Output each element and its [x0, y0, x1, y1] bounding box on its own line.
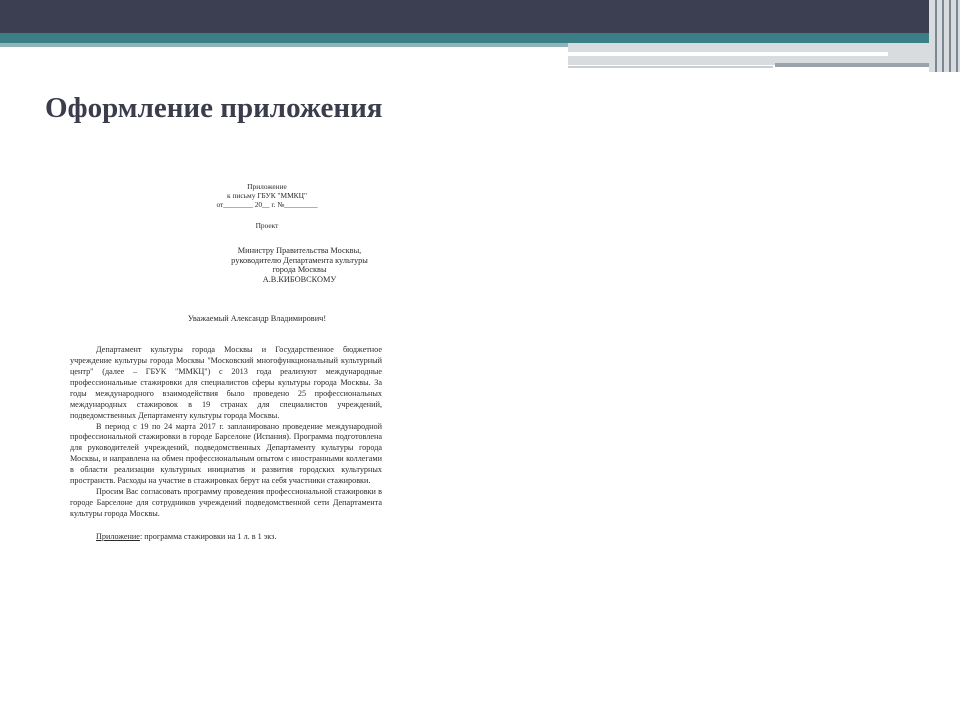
- addressee-line: А.В.КИБОВСКОМУ: [262, 274, 337, 284]
- letter-paragraph: В период с 19 по 24 марта 2017 г. запланировано проведение международной профессиональной стажировки в городе Барселоне (Испания). Программа подготовлена для руководителей учреждений, подведомственных Департаменту культуры города Москвы, и направлена на обмен профессиональным опытом с иностранными коллегами в области реализации культурных инициатив и развития городских культурных пространств. Расходы на участие в стажировках берут на себя участники стажировки.: [70, 421, 382, 486]
- attachment-header-line: от________ 20__ г. №_________: [216, 200, 318, 209]
- attachment-header-line: Приложение: [247, 182, 287, 191]
- header-right-edge: [929, 0, 960, 72]
- letter-body: [70, 345, 382, 520]
- attachment-header-line: к письму ГБУК "ММКЦ": [227, 191, 307, 200]
- attachment-text: : программа стажировки на 1 л. в 1 экз.: [139, 531, 277, 541]
- header-right-line: [775, 63, 945, 67]
- header-right-line: [568, 52, 888, 56]
- addressee-line: города Москвы: [272, 265, 327, 275]
- addressee-line: Министру Правительства Москвы,: [237, 245, 362, 255]
- addressee-line: руководителю Департамента культуры: [231, 255, 368, 265]
- addressee-block: [212, 246, 387, 284]
- header-teal-band: [0, 33, 960, 43]
- header-teal-line: [0, 43, 570, 47]
- project-label: Проект: [255, 221, 279, 230]
- attachment-note: [96, 532, 392, 543]
- attachment-header: [182, 182, 352, 209]
- slide-title: Оформление приложения: [45, 92, 383, 124]
- letter-image: [62, 182, 392, 543]
- letter-paragraph: Просим Вас согласовать программу проведения профессиональной стажировки в городе Барселоне для сотрудников учреждений подведомственной сети Департамента культуры города Москвы.: [70, 486, 382, 518]
- letter-paragraph: Департамент культуры города Москвы и Государственное бюджетное учреждение культуры города Москвы "Московский многофункциональный культурный центр" (далее – ГБУК "ММКЦ") с 2013 года реализуют международные профессиональные стажировки для специалистов сферы культуры города Москвы. За годы международного взаимодействия было проведено 25 профессиональных международных стажировок в 19 странах для специалистов учреждений, подведомственных Департаменту культуры города Москвы.: [70, 345, 382, 420]
- greeting: Уважаемый Александр Владимирович!: [187, 314, 327, 324]
- header-dark-band: [0, 0, 960, 33]
- header-right-line: [568, 66, 773, 68]
- attachment-label: Приложение: [96, 531, 140, 541]
